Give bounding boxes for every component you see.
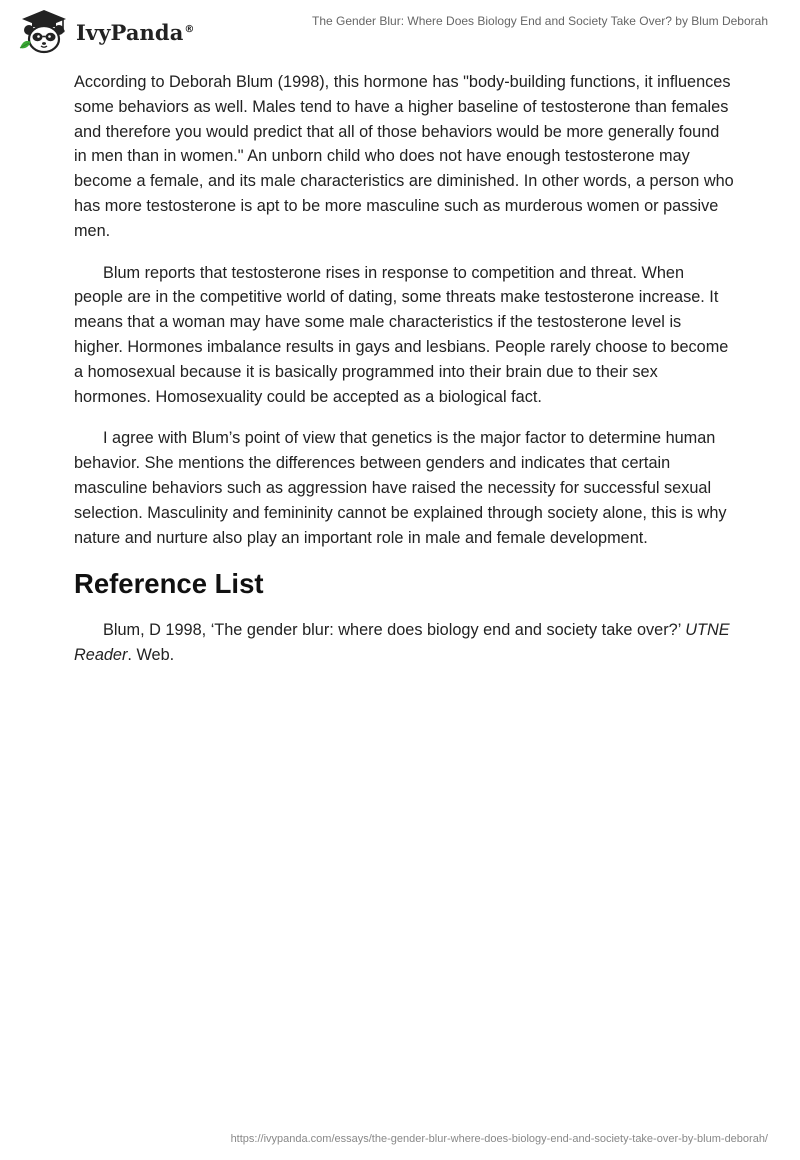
panda-graduate-icon (16, 8, 72, 54)
reference-source-title: UTNE Reader (74, 621, 730, 665)
page-header (0, 0, 800, 60)
registered-mark: ® (184, 23, 195, 35)
document-title: The Gender Blur: Where Does Biology End and Society Take Over? by Blum Deborah (311, 14, 768, 28)
essay-body (74, 70, 734, 668)
body-paragraph: Blum reports that testosterone rises in response to competition and threat. When people are in the competitive world of dating, some threats make testosterone increase. It means that a woman may have some male characteristics if the testosterone level is higher. Hormones imbalance results in gays and lesbians. People rarely choose to become a homosexual because it is basically programmed into their brain due to their sex hormones. Homosexuality could be accepted as a biological fact. (74, 263, 729, 406)
reference-list-heading: Reference List (74, 568, 264, 600)
reference-text-end: . Web. (127, 646, 175, 665)
brand-name: IvyPanda® (76, 19, 195, 45)
source-url[interactable]: https://ivypanda.com/essays/the-gender-blur-where-does-biology-end-and-society-take-over-by-blum-deborah/ (230, 1133, 768, 1145)
reference-text: Blum, D 1998, ‘The gender blur: where does biology end and society take over?’ (103, 621, 686, 640)
body-paragraph: According to Deborah Blum (1998), this hormone has "body-building functions, it influences some behaviors as well. Males tend to have a higher baseline of testosterone than females and therefore you would predict that all of those behaviors would be more generally found in men than in women." An unborn child who does not have enough testosterone may become a female, and its male characteristics are diminished. In other words, a person who has more testosterone is apt to be more masculine such as murderous women or passive men. (74, 73, 734, 240)
body-paragraph: I agree with Blum’s point of view that genetics is the major factor to determine human behavior. She mentions the differences between genders and indicates that certain masculine behaviors such as aggression have raised the necessity for successful sexual selection. Masculinity and femininity cannot be explained through society alone, this is why nature and nurture also play an important role in male and female development. (74, 429, 727, 547)
brand-logo[interactable] (16, 8, 195, 54)
reference-entry (74, 618, 734, 668)
